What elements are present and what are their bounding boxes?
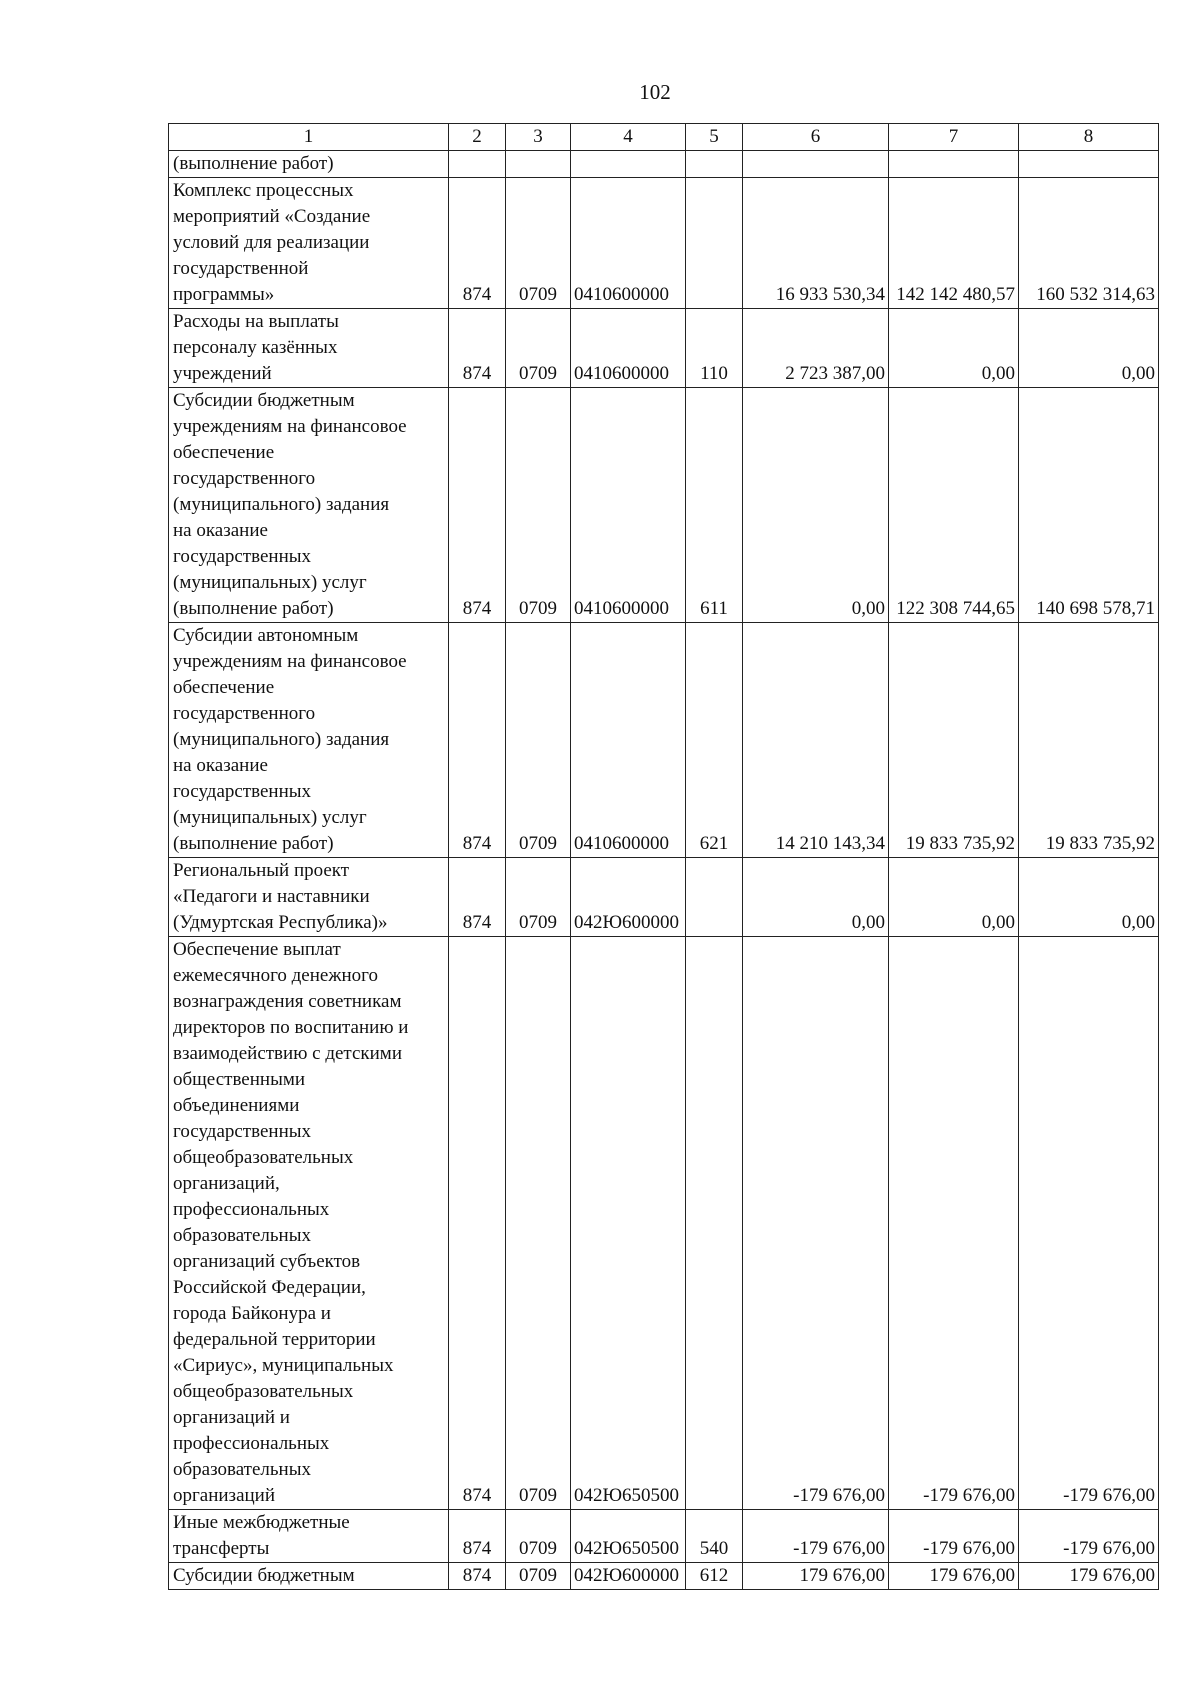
row-name [169, 151, 449, 178]
row-name-line: Региональный проект [173, 860, 350, 881]
cell-col6: 179 676,00 [743, 1563, 889, 1590]
row-name-line: (муниципальных) услуг [173, 572, 367, 593]
cell-col8: 160 532 314,63 [1019, 178, 1159, 309]
row-name-line: обеспечение [173, 677, 275, 698]
row-name-line: организаций и [173, 1407, 290, 1428]
cell-col6: -179 676,00 [743, 937, 889, 1510]
cell-col8: 140 698 578,71 [1019, 388, 1159, 623]
row-name [169, 1563, 449, 1590]
budget-table [168, 123, 1159, 1590]
row-name-line: профессиональных [173, 1433, 330, 1454]
cell-col4: 0410600000 [571, 388, 686, 623]
row-name-line: (муниципального) задания [173, 494, 390, 515]
row-name [169, 1510, 449, 1563]
row-name-line: мероприятий «Создание [173, 206, 371, 227]
row-name-line: «Сириус», муниципальных [173, 1355, 394, 1376]
row-name-line: (муниципальных) услуг [173, 807, 367, 828]
cell-col7: 179 676,00 [889, 1563, 1019, 1590]
cell-col5 [686, 937, 743, 1510]
row-name-line: образовательных [173, 1225, 311, 1246]
cell-col4: 042Ю650500 [571, 1510, 686, 1563]
cell-col7: 122 308 744,65 [889, 388, 1019, 623]
cell-col5 [686, 151, 743, 178]
row-name-line: Комплекс процессных [173, 180, 354, 201]
cell-col8: 19 833 735,92 [1019, 623, 1159, 858]
row-name-line: «Педагоги и наставники [173, 886, 370, 907]
row-name [169, 309, 449, 388]
row-name-line: федеральной территории [173, 1329, 376, 1350]
table-row [169, 1563, 1159, 1590]
cell-col2: 874 [449, 1563, 506, 1590]
row-name-line: программы» [173, 284, 275, 305]
cell-col2: 874 [449, 858, 506, 937]
table-row [169, 623, 1159, 858]
table-row [169, 1510, 1159, 1563]
table-row [169, 937, 1159, 1510]
column-header-2: 2 [449, 124, 506, 151]
cell-col3: 0709 [506, 1563, 571, 1590]
cell-col7: 19 833 735,92 [889, 623, 1019, 858]
cell-col5: 612 [686, 1563, 743, 1590]
row-name-line: государственных [173, 546, 312, 567]
cell-col2: 874 [449, 623, 506, 858]
row-name-line: государственной [173, 258, 309, 279]
table-row [169, 178, 1159, 309]
cell-col8: 0,00 [1019, 858, 1159, 937]
column-header-4: 4 [571, 124, 686, 151]
cell-col8 [1019, 151, 1159, 178]
row-name-line: ежемесячного денежного [173, 965, 378, 986]
cell-col4: 042Ю600000 [571, 858, 686, 937]
cell-col4 [571, 151, 686, 178]
row-name-line: общественными [173, 1069, 306, 1090]
cell-col2 [449, 151, 506, 178]
cell-col2: 874 [449, 178, 506, 309]
row-name-line: учреждений [173, 363, 272, 384]
row-name [169, 178, 449, 309]
cell-col4: 0410600000 [571, 178, 686, 309]
cell-col7: 0,00 [889, 309, 1019, 388]
cell-col3: 0709 [506, 937, 571, 1510]
cell-col3: 0709 [506, 858, 571, 937]
row-name-line: трансферты [173, 1538, 270, 1559]
column-header-7: 7 [889, 124, 1019, 151]
cell-col7 [889, 151, 1019, 178]
row-name-line: (выполнение работ) [173, 153, 334, 174]
cell-col6 [743, 151, 889, 178]
cell-col5: 540 [686, 1510, 743, 1563]
cell-col3: 0709 [506, 388, 571, 623]
row-name-line: города Байконура и [173, 1303, 331, 1324]
table-row [169, 309, 1159, 388]
column-header-8: 8 [1019, 124, 1159, 151]
row-name-line: обеспечение [173, 442, 275, 463]
cell-col7: 0,00 [889, 858, 1019, 937]
row-name-line: государственного [173, 703, 316, 724]
header-row [169, 124, 1159, 151]
column-header-5: 5 [686, 124, 743, 151]
row-name-line: (Удмуртская Республика)» [173, 912, 388, 933]
cell-col7: -179 676,00 [889, 1510, 1019, 1563]
row-name-line: на оказание [173, 755, 268, 776]
row-name-line: организаций, [173, 1173, 280, 1194]
cell-col6: 16 933 530,34 [743, 178, 889, 309]
row-name-line: общеобразовательных [173, 1147, 354, 1168]
cell-col2: 874 [449, 388, 506, 623]
table-row [169, 151, 1159, 178]
cell-col5: 611 [686, 388, 743, 623]
cell-col4: 0410600000 [571, 309, 686, 388]
cell-col5 [686, 178, 743, 309]
row-name-line: Субсидии бюджетным [173, 390, 355, 411]
row-name-line: государственных [173, 781, 312, 802]
row-name-line: Субсидии бюджетным [173, 1565, 355, 1586]
cell-col2: 874 [449, 1510, 506, 1563]
cell-col5: 110 [686, 309, 743, 388]
cell-col6: 2 723 387,00 [743, 309, 889, 388]
cell-col4: 042Ю650500 [571, 937, 686, 1510]
row-name-line: учреждениям на финансовое [173, 651, 407, 672]
row-name-line: Российской Федерации, [173, 1277, 366, 1298]
row-name-line: общеобразовательных [173, 1381, 354, 1402]
row-name-line: (муниципального) задания [173, 729, 390, 750]
cell-col4: 0410600000 [571, 623, 686, 858]
cell-col6: -179 676,00 [743, 1510, 889, 1563]
cell-col3: 0709 [506, 1510, 571, 1563]
row-name [169, 388, 449, 623]
table-row [169, 858, 1159, 937]
row-name-line: (выполнение работ) [173, 598, 334, 619]
table-row [169, 388, 1159, 623]
row-name-line: директоров по воспитанию и [173, 1017, 409, 1038]
cell-col7: -179 676,00 [889, 937, 1019, 1510]
row-name-line: организаций субъектов [173, 1251, 361, 1272]
row-name [169, 623, 449, 858]
column-header-6: 6 [743, 124, 889, 151]
row-name-line: учреждениям на финансовое [173, 416, 407, 437]
cell-col4: 042Ю600000 [571, 1563, 686, 1590]
row-name-line: вознаграждения советникам [173, 991, 402, 1012]
row-name-line: Расходы на выплаты [173, 311, 339, 332]
row-name-line: Иные межбюджетные [173, 1512, 350, 1533]
column-header-3: 3 [506, 124, 571, 151]
cell-col8: 179 676,00 [1019, 1563, 1159, 1590]
row-name-line: условий для реализации [173, 232, 370, 253]
cell-col6: 0,00 [743, 858, 889, 937]
row-name [169, 937, 449, 1510]
cell-col3: 0709 [506, 178, 571, 309]
row-name-line: организаций [173, 1485, 276, 1506]
cell-col6: 0,00 [743, 388, 889, 623]
column-header-1: 1 [169, 124, 449, 151]
row-name-line: на оказание [173, 520, 268, 541]
cell-col5 [686, 858, 743, 937]
cell-col3: 0709 [506, 623, 571, 858]
row-name-line: объединениями [173, 1095, 300, 1116]
row-name-line: государственных [173, 1121, 312, 1142]
cell-col6: 14 210 143,34 [743, 623, 889, 858]
row-name-line: взаимодействию с детскими [173, 1043, 402, 1064]
cell-col3 [506, 151, 571, 178]
cell-col5: 621 [686, 623, 743, 858]
row-name-line: (выполнение работ) [173, 833, 334, 854]
row-name-line: персоналу казённых [173, 337, 338, 358]
cell-col8: -179 676,00 [1019, 937, 1159, 1510]
row-name-line: Субсидии автономным [173, 625, 359, 646]
row-name [169, 858, 449, 937]
cell-col2: 874 [449, 309, 506, 388]
row-name-line: образовательных [173, 1459, 311, 1480]
row-name-line: профессиональных [173, 1199, 330, 1220]
cell-col8: -179 676,00 [1019, 1510, 1159, 1563]
page-number: 102 [639, 80, 671, 104]
cell-col8: 0,00 [1019, 309, 1159, 388]
cell-col3: 0709 [506, 309, 571, 388]
row-name-line: Обеспечение выплат [173, 939, 341, 960]
cell-col2: 874 [449, 937, 506, 1510]
row-name-line: государственного [173, 468, 316, 489]
cell-col7: 142 142 480,57 [889, 178, 1019, 309]
